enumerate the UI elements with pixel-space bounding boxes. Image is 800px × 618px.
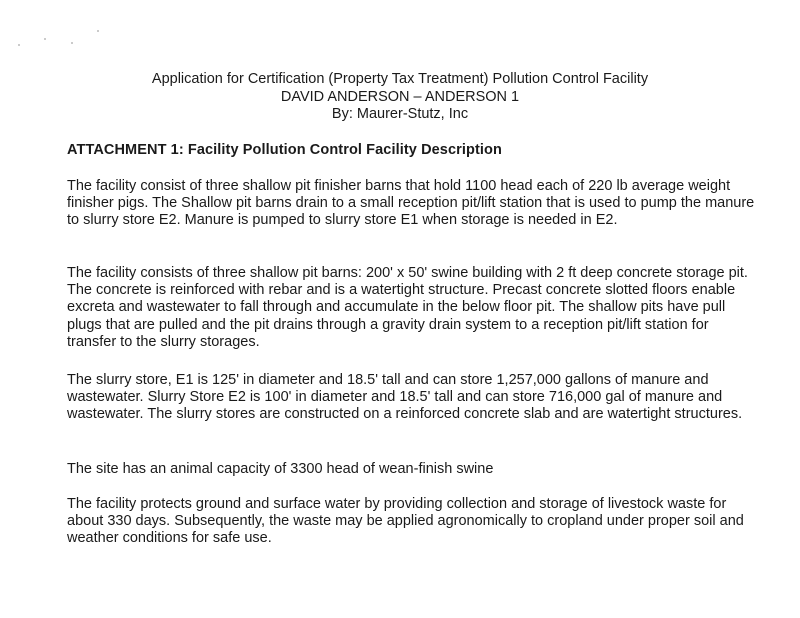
attachment-title: ATTACHMENT 1: Facility Pollution Control Facility Description — [67, 142, 502, 158]
scan-speck — [18, 44, 20, 46]
paragraph-slurry-storage: The slurry store, E1 is 125' in diameter and 18.5' tall and can store 1,257,000 gallons of manure and wastewater. Slurry Store E2 is 100' in diameter and 18.5' tall and can store 716,000 gal of manure and wastewater. The slurry stores are constructed on a reinforced concrete slab and are watertight structures. — [67, 372, 743, 423]
header-author: By: Maurer-Stutz, Inc — [331, 106, 469, 122]
scan-speck — [71, 42, 73, 44]
scan-speck — [44, 38, 46, 40]
document-header — [0, 71, 800, 124]
scan-speck — [97, 30, 99, 32]
paragraph-water-protection: The facility protects ground and surface water by providing collection and storage of livestock waste for about 330 days. Subsequently, the waste may be applied agronomically to cropland under proper soil and weather conditions for safe use. — [67, 496, 744, 547]
paragraph-animal-capacity: The site has an animal capacity of 3300 head of wean-finish swine — [67, 461, 494, 477]
header-owner: DAVID ANDERSON – ANDERSON 1 — [280, 88, 520, 105]
paragraph-facility-overview: The facility consist of three shallow pit finisher barns that hold 1100 head each of 220 lb average weight finisher pigs. The Shallow pit barns drain to a small reception pit/lift station that is used to pump the manure to slurry store E2. Manure is pumped to slurry store E1 when storage is needed in E2. — [67, 178, 755, 229]
header-title: Application for Certification (Property Tax Treatment) Pollution Control Facility — [151, 71, 649, 87]
paragraph-barn-construction: The facility consists of three shallow pit barns: 200' x 50' swine building with 2 ft deep concrete storage pit. The concrete is reinforced with rebar and is a watertight structure. Precast concrete slotted floors enable excreta and wastewater to fall through and accumulate in the below floor pit. The shallow pits have pull plugs that are pulled and the pit drains through a gravity drain system to a reception pit/lift station for transfer to the slurry storages. — [67, 265, 748, 350]
